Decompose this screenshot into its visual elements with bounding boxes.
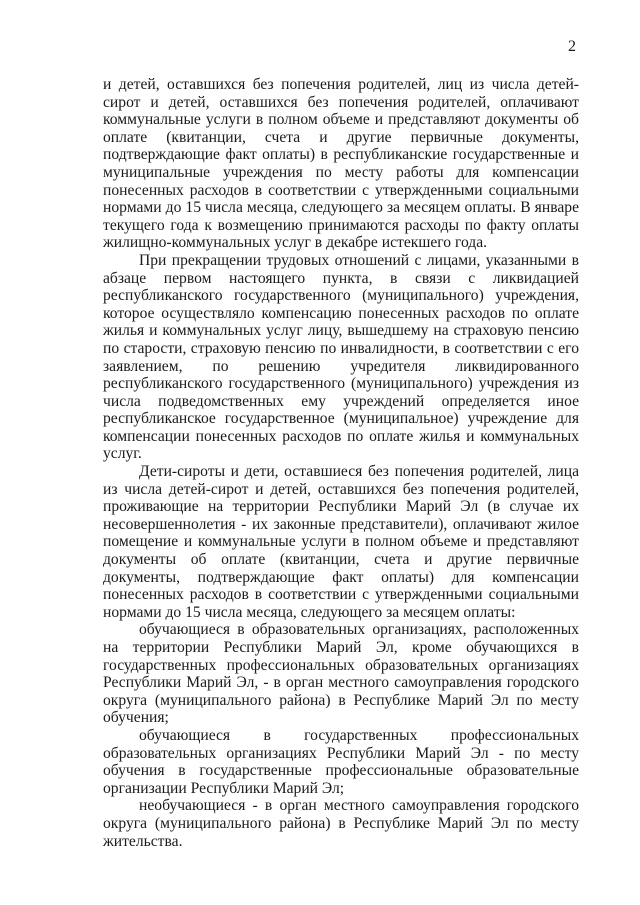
- list-item-non-students: необучающиеся - в орган местного самоуправления городского округа (муниципального района) в Республике Марий Эл по месту жительства.: [103, 797, 579, 850]
- page-number: 2: [568, 38, 576, 55]
- paragraph-orphans-payment: Дети-сироты и дети, оставшиеся без попечения родителей, лица из числа детей-сирот и детей, оставшихся без попечения родителей, проживающие на территории Республики Марий Эл (в случае их несовершеннолетия - их законные представители), оплачивают жилое помещение и коммунальные услуги в полном объеме и представляют документы об оплате (квитанции, счета и другие первичные документы, подтверждающие факт оплаты) для компенсации понесенных расходов в соответствии с утвержденными социальными нормами до 15 числа месяца, следующего за месяцем оплаты:: [103, 463, 579, 621]
- paragraph-termination-of-employment: При прекращении трудовых отношений с лицами, указанными в абзаце первом настоящего пункта, в связи с ликвидацией республиканского государственного (муниципального) учреждения, которое осуществляло компенсацию понесенных расходов по оплате жилья и коммунальных услуг лицу, вышедшему на страховую пенсию по старости, страховую пенсию по инвалидности, в соответствии с его заявлением, по решению учредителя ликвидированного республиканского государственного (муниципального) учреждения из числа подведомственных ему учреждений определяется иное республиканское государственное (муниципальное) учреждение для компенсации понесенных расходов по оплате жилья и коммунальных услуг.: [103, 251, 579, 463]
- list-item-students-professional-orgs: обучающиеся в государственных профессиональных образовательных организациях Республики Марий Эл - по месту обучения в государственные профессиональные образовательные организации Республики Марий Эл;: [103, 726, 579, 797]
- paragraph-continuation: и детей, оставшихся без попечения родителей, лиц из числа детей-сирот и детей, оставшихся без попечения родителей, оплачивают коммунальные услуги в полном объеме и представляют документы об оплате (квитанции, счета и другие первичные документы, подтверждающие факт оплаты) в республиканские государственные и муниципальные учреждения по месту работы для компенсации понесенных расходов в соответствии с утвержденными социальными нормами до 15 числа месяца, следующего за месяцем оплаты. В январе текущего года к возмещению принимаются расходы по факту оплаты жилищно-коммунальных услуг в декабре истекшего года.: [103, 76, 579, 252]
- document-body: [103, 76, 579, 850]
- list-item-students-educational-orgs: обучающиеся в образовательных организациях, расположенных на территории Республики Марий Эл, кроме обучающихся в государственных профессиональных образовательных организациях Республики Марий Эл, - в орган местного самоуправления городского округа (муниципального района) в Республике Марий Эл по месту обучения;: [103, 621, 579, 727]
